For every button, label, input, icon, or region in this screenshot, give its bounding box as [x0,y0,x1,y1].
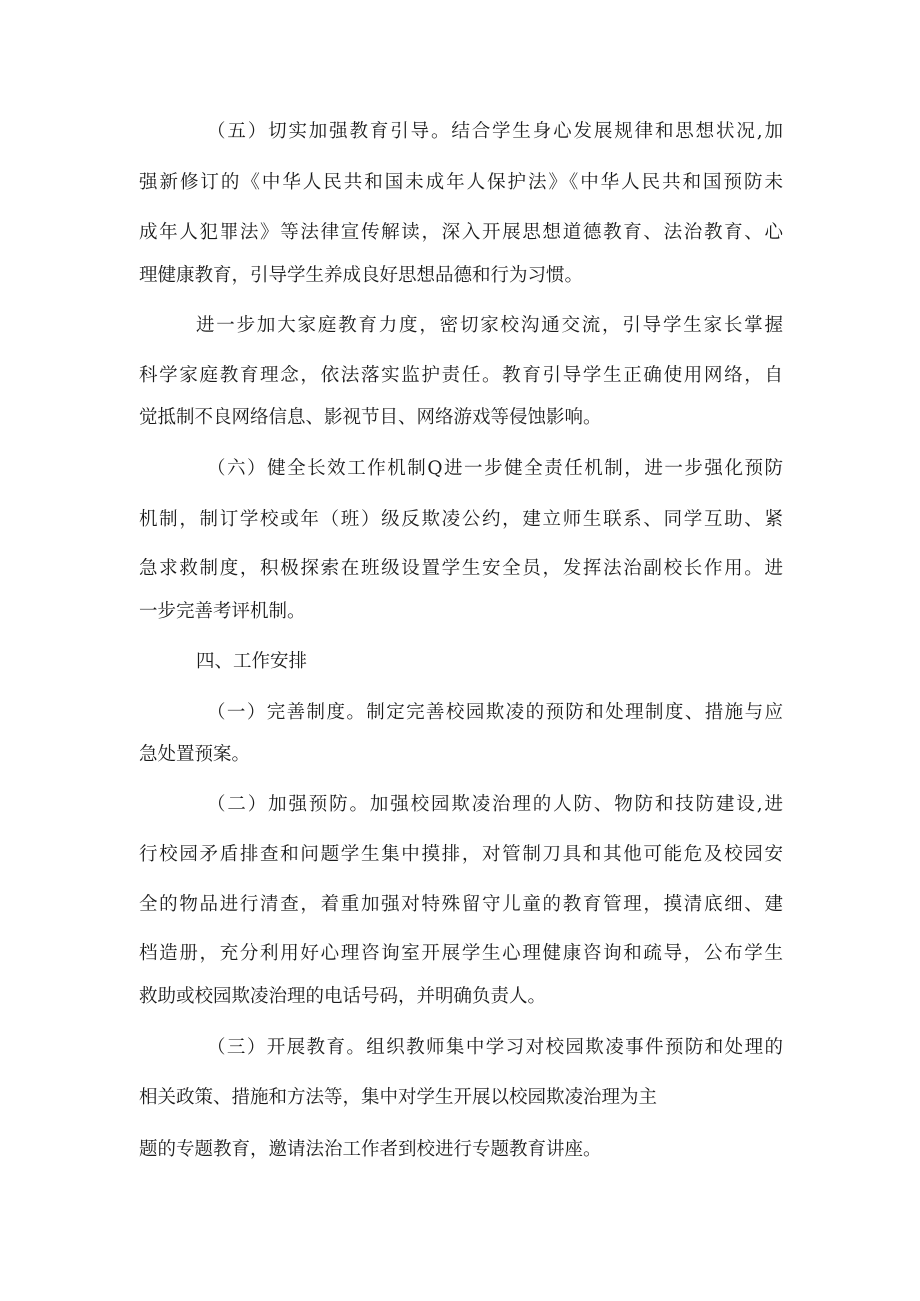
paragraph-2-line-4: 档造册，充分利用好心理咨询室开展学生心理健康咨询和疏导，公布学生 [139,943,783,964]
paragraph-family-line-3: 觉抵制不良网络信息、影视节目、网络游戏等侵蚀影响。 [139,407,602,428]
paragraph-6-line-4: 一步完善考评机制。 [139,601,306,622]
paragraph-3-line-3: 题的专题教育，邀请法治工作者到校进行专题教育讲座。 [139,1139,602,1160]
paragraph-6-line-3: 急求救制度，积极探索在班级设置学生安全员，发挥法治副校长作用。进 [139,558,783,579]
paragraph-1-line-2: 急处置预案。 [139,744,251,765]
paragraph-1-line-1: （一）完善制度。制定完善校园欺凌的预防和处理制度、措施与应 [207,702,783,723]
section-heading-work-arrangement: 四、工作安排 [196,651,308,672]
paragraph-2-line-3: 全的物品进行清查，着重加强对特殊留守儿童的教育管理，摸清底细、建 [139,894,783,915]
paragraph-2-line-1: （二）加强预防。加强校园欺凌治理的人防、物防和技防建设,进 [207,794,783,815]
paragraph-3-line-1: （三）开展教育。组织教师集中学习对校园欺凌事件预防和处理的 [207,1037,783,1058]
paragraph-5-line-1: （五）切实加强教育引导。结合学生身心发展规律和思想状况,加 [207,121,783,142]
paragraph-family-line-2: 科学家庭教育理念，依法落实监护责任。教育引导学生正确使用网络，自 [139,365,783,386]
paragraph-2-line-2: 行校园矛盾排查和问题学生集中摸排，对管制刀具和其他可能危及校园安 [139,844,783,865]
paragraph-5-line-4: 理健康教育，引导学生养成良好思想品德和行为习惯。 [139,265,584,286]
paragraph-6-line-1: （六）健全长效工作机制Q进一步健全责任机制，进一步强化预防 [207,458,783,479]
paragraph-3-line-2: 相关政策、措施和方法等，集中对学生开展以校园欺凌治理为主 [139,1087,658,1108]
paragraph-6-line-2: 机制，制订学校或年（班）级反欺凌公约，建立师生联系、同学互助、紧 [139,509,783,530]
paragraph-family-line-1: 进一步加大家庭教育力度，密切家校沟通交流，引导学生家长掌握 [196,315,783,336]
paragraph-5-line-2: 强新修订的《中华人民共和国未成年人保护法》《中华人民共和国预防未 [139,172,783,193]
paragraph-5-line-3: 成年人犯罪法》等法律宣传解读，深入开展思想道德教育、法治教育、心 [139,222,783,243]
paragraph-2-line-5: 救助或校园欺凌治理的电话号码，并明确负责人。 [139,986,547,1007]
